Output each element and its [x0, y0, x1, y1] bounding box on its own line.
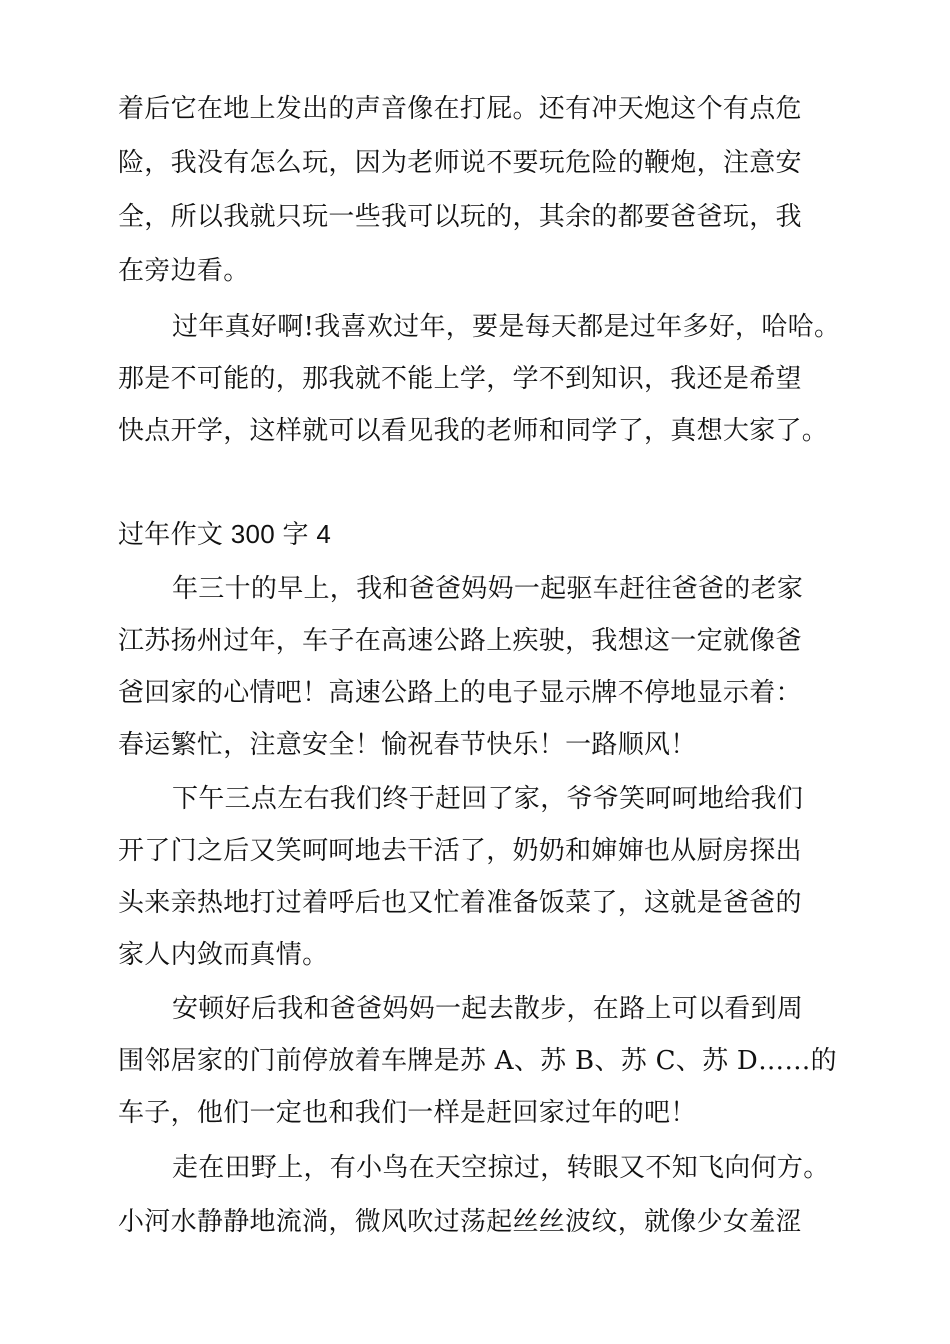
paragraph-line: 头来亲热地打过着呼后也又忙着准备饭菜了，这就是爸爸的 — [118, 888, 802, 918]
paragraph-line: 爸回家的心情吧！高速公路上的电子显示牌不停地显示着： — [118, 678, 802, 708]
paragraph-line: 那是不可能的，那我就不能上学，学不到知识，我还是希望 — [118, 364, 802, 394]
paragraph-line: 小河水静静地流淌，微风吹过荡起丝丝波纹，就像少女羞涩 — [118, 1207, 802, 1237]
paragraph-line: 春运繁忙，注意安全！愉祝春节快乐！一路顺风！ — [118, 730, 697, 760]
paragraph-line: 围邻居家的门前停放着车牌是苏 A、苏 B、苏 C、苏 D……的 — [118, 1046, 837, 1076]
paragraph-line: 开了门之后又笑呵呵地去干活了，奶奶和婶婶也从厨房探出 — [118, 836, 802, 866]
paragraph-line: 险，我没有怎么玩，因为老师说不要玩危险的鞭炮，注意安 — [118, 148, 802, 178]
paragraph-line: 下午三点左右我们终于赶回了家，爷爷笑呵呵地给我们 — [172, 784, 804, 814]
paragraph-line: 着后它在地上发出的声音像在打屁。还有冲天炮这个有点危 — [118, 94, 802, 124]
paragraph-line: 在旁边看。 — [118, 256, 250, 286]
paragraph-line: 年三十的早上，我和爸爸妈妈一起驱车赶往爸爸的老家 — [172, 574, 804, 604]
paragraph-line: 江苏扬州过年，车子在高速公路上疾驶，我想这一定就像爸 — [118, 626, 802, 656]
paragraph-line: 车子，他们一定也和我们一样是赶回家过年的吧！ — [118, 1098, 697, 1128]
paragraph-line: 走在田野上，有小鸟在天空掠过，转眼又不知飞向何方。 — [172, 1153, 830, 1183]
paragraph-line: 家人内敛而真情。 — [118, 940, 329, 970]
paragraph-line: 快点开学，这样就可以看见我的老师和同学了，真想大家了。 — [118, 416, 829, 446]
paragraph-line: 过年真好啊!我喜欢过年，要是每天都是过年多好，哈哈。 — [172, 312, 841, 342]
paragraph-line: 全，所以我就只玩一些我可以玩的，其余的都要爸爸玩，我 — [118, 202, 802, 232]
paragraph-line: 安顿好后我和爸爸妈妈一起去散步，在路上可以看到周 — [172, 994, 804, 1024]
section-heading: 过年作文 300 字 4 — [118, 519, 332, 549]
